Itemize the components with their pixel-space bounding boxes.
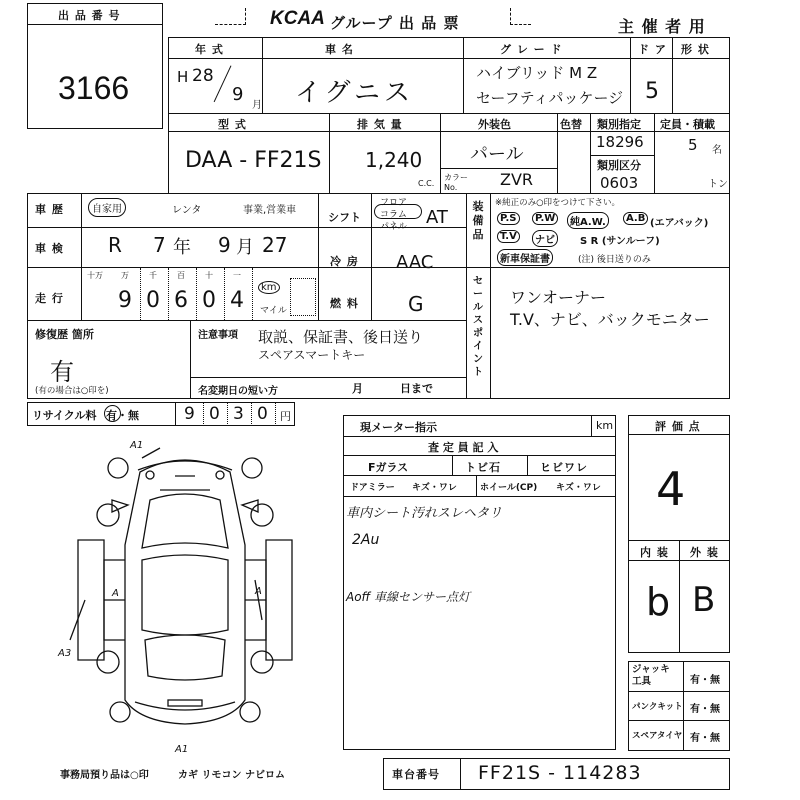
jack-label: ジャッキ 工具	[632, 664, 670, 687]
mileage-unit-km: km	[258, 281, 280, 294]
door-mirror-cond: キズ・ワレ	[412, 483, 457, 493]
damage-mark: A	[112, 588, 119, 599]
equipment-item: ナビ	[532, 230, 558, 247]
mileage-digit: 9	[118, 288, 132, 313]
fuel-label: 燃 料	[330, 297, 359, 310]
interior-label: 内 装	[640, 546, 669, 559]
inspection-year: 7	[153, 233, 166, 257]
repair-label: 修復歴 箇所	[35, 328, 94, 341]
month-value: 9	[232, 84, 244, 105]
divider	[628, 691, 730, 692]
repair-value: 有	[50, 358, 74, 386]
sales-point-label: セ ー ル ス ポ イ ン ト	[473, 276, 483, 378]
divider	[466, 267, 730, 268]
brand-suffix: グループ 出 品 票	[330, 14, 460, 32]
equipment-item: P.W	[532, 212, 558, 225]
usage-option-private: 自家用	[88, 198, 126, 217]
digit-divider	[140, 268, 141, 320]
model-name-label: 車 名	[325, 43, 354, 56]
class-designation-label: 類別指定	[597, 118, 641, 131]
mileage-unit-100k: 十万	[87, 271, 103, 280]
exterior-color: パール	[470, 144, 524, 165]
usage-label: 車 歴	[35, 203, 64, 216]
puncture-label: パンクキット	[632, 702, 683, 712]
year-era: H	[177, 68, 189, 86]
mileage-unit-10k: 万	[121, 271, 129, 280]
equipment-item: S R (サンルーフ)	[580, 236, 660, 247]
equipment-label: 装 備 品	[472, 200, 484, 241]
recycle-digit: 9	[184, 404, 195, 424]
divider	[527, 455, 528, 475]
equipment-item: P.S	[497, 212, 520, 225]
aircon-label: 冷 房	[330, 255, 359, 268]
wheel-label: ホイール(CP)	[480, 483, 538, 493]
corner-marks	[215, 8, 246, 25]
inspection-label: 車 検	[35, 242, 64, 255]
deadline-month-unit: 月	[352, 382, 364, 395]
recycle-unit: 円	[280, 410, 291, 423]
meter-label: 現メーター指示	[360, 421, 437, 434]
digit-divider	[203, 402, 204, 426]
class-designation: 18296	[596, 133, 644, 151]
divider	[343, 496, 616, 497]
divider	[452, 455, 453, 475]
divider	[672, 37, 673, 113]
equipment-item: A.B	[623, 212, 648, 225]
model-name: イグニス	[295, 78, 414, 108]
divider	[329, 113, 330, 194]
digit-divider	[196, 268, 197, 320]
divider	[466, 193, 467, 399]
chassis-label: 車台番号	[392, 768, 440, 781]
divider	[557, 113, 558, 194]
divider	[590, 155, 654, 156]
cc-unit: C.C.	[418, 179, 435, 188]
divider	[591, 415, 592, 436]
shift-option-floor: フロア	[380, 198, 408, 208]
deadline-label: 名変期日の短い方	[198, 386, 278, 397]
spare-value: 有・無	[690, 733, 720, 744]
equipment-item: T.V	[497, 230, 520, 243]
equipment-note: ※純正のみ○印をつけて下さい。	[495, 198, 621, 208]
class-div-label: 類別区分	[597, 159, 641, 172]
color-change-label: 色替	[560, 118, 582, 131]
usage-option-business: 事業,営業車	[243, 205, 297, 216]
divider	[628, 720, 730, 721]
capacity-unit: 名	[712, 145, 722, 156]
recycle-digit: 3	[233, 404, 244, 424]
divider	[318, 193, 319, 320]
divider	[168, 131, 730, 132]
sales-point-line2: T.V、ナビ、バックモニター	[510, 310, 710, 329]
color-no-label: カラー No.	[444, 173, 468, 192]
jack-value: 有・無	[690, 675, 720, 686]
score-value: 4	[656, 462, 686, 516]
divider	[490, 193, 491, 399]
month-unit: 月	[252, 100, 262, 111]
mileage-unit-1: 一	[233, 271, 241, 280]
usage-option-rental: レンタ	[172, 205, 202, 216]
aircon-value: AAC	[396, 252, 434, 273]
divider	[440, 113, 441, 194]
score-label: 評 価 点	[655, 420, 701, 433]
mileage-digit: 0	[202, 288, 216, 313]
shift-circle	[374, 204, 422, 219]
divider	[168, 58, 730, 59]
divider	[343, 455, 616, 456]
divider	[262, 37, 263, 113]
recycle-status-circle	[104, 405, 121, 422]
grade-label: グ レ ー ド	[500, 43, 563, 56]
divider	[190, 320, 191, 399]
damage-mark: A3	[58, 648, 72, 659]
fuel-value: G	[408, 292, 424, 316]
load-unit: トン	[708, 179, 728, 190]
year-value: 28	[192, 66, 214, 86]
meter-unit: km	[596, 419, 614, 432]
divider	[590, 113, 591, 194]
equipment-item: (エアバック)	[650, 218, 709, 229]
recycle-status: 有・無	[106, 409, 139, 422]
damage-mark: A1	[175, 744, 189, 755]
shift-value: AT	[426, 207, 448, 228]
f-glass-label: Fガラス	[368, 461, 409, 474]
repair-note: (有の場合は○印を)	[35, 386, 109, 396]
grade-line2: セーフティパッケージ	[476, 89, 624, 107]
inspection-era: R	[108, 233, 122, 257]
recycle-digit: 0	[257, 404, 268, 424]
sales-point-line1: ワンオーナー	[510, 288, 607, 307]
inspection-day: 27	[262, 233, 288, 257]
mileage-digit: 6	[174, 288, 188, 313]
wheel-cond: キズ・ワレ	[556, 483, 601, 493]
shape-label: 形 状	[681, 43, 710, 56]
divider	[654, 113, 655, 194]
keys-note: カギ リモコン ナビロム	[178, 770, 285, 781]
office-note: 事務局預り品は○印	[60, 770, 149, 781]
mileage-unit-10: 十	[205, 271, 213, 280]
class-div: 0603	[600, 174, 639, 192]
equipment-item: (注) 後日送りのみ	[578, 255, 651, 265]
divider	[628, 434, 730, 435]
divider	[460, 758, 461, 790]
displacement-value: 1,240	[365, 148, 423, 172]
type-label: 型 式	[218, 118, 247, 131]
equipment-item: 新車保証書	[497, 249, 553, 266]
digit-divider	[252, 268, 253, 320]
spare-label: スペアタイヤ	[632, 731, 683, 741]
divider	[476, 475, 477, 496]
damage-mark: A1	[130, 440, 144, 451]
notes-label: 注意事項	[198, 330, 238, 341]
puncture-value: 有・無	[690, 704, 720, 715]
inspection-year-unit: 年	[173, 237, 191, 258]
mileage-unit-100: 百	[177, 271, 185, 280]
divider	[190, 377, 466, 378]
mileage-label: 走 行	[35, 292, 64, 305]
mileage-extra-box	[290, 278, 316, 316]
doors-label: ド ア	[638, 43, 667, 56]
digit-divider	[224, 268, 225, 320]
recycle-label: リサイクル料	[32, 409, 97, 422]
appraiser-comment: 2Au	[352, 532, 380, 548]
appraiser-comment: Aoff 車線センサー点灯	[346, 590, 471, 604]
auction-number: 3166	[58, 70, 130, 106]
appraiser-comment: 車内シート汚れスレヘタリ	[346, 506, 503, 521]
year-label: 年 式	[195, 43, 224, 56]
divider	[27, 320, 466, 321]
capacity-label: 定員・積載	[660, 118, 715, 131]
divider	[463, 37, 464, 113]
divider	[683, 661, 684, 751]
divider	[440, 168, 557, 169]
shift-label: シフト	[328, 211, 361, 224]
mileage-unit-mile: マイル	[260, 306, 287, 316]
interior-value: b	[646, 580, 671, 624]
divider	[630, 37, 631, 113]
shift-option-column: コラム	[380, 210, 407, 220]
doors-value: 5	[645, 79, 659, 104]
mileage-digit: 0	[146, 288, 160, 313]
notes-line1: 取説、保証書、後日送り	[258, 328, 424, 346]
appraiser-label: 査 定 員 記 入	[428, 441, 499, 454]
type-value: DAA - FF21S	[185, 148, 322, 173]
divider	[168, 113, 730, 114]
divider	[679, 540, 680, 653]
exterior-value: B	[692, 580, 716, 620]
mileage-unit-1k: 千	[149, 271, 157, 280]
digit-divider	[275, 402, 276, 426]
digit-divider	[251, 402, 252, 426]
stone-label: トビ石	[465, 461, 501, 474]
color-no: ZVR	[500, 170, 534, 189]
shift-option-panel: パネル	[380, 222, 408, 232]
capacity: 5	[688, 136, 698, 154]
damage-mark: A	[255, 586, 262, 597]
inspection-month-unit: 月	[236, 237, 254, 258]
grade-line1: ハイブリッド M Z	[476, 64, 598, 82]
auction-number-label: 出 品 番 号	[58, 9, 121, 22]
divider	[175, 402, 176, 426]
exterior-color-label: 外装色	[478, 118, 511, 131]
deadline-day-unit: 日まで	[400, 382, 433, 395]
digit-divider	[168, 268, 169, 320]
recycle-digit: 0	[209, 404, 220, 424]
divider	[27, 24, 163, 25]
inspection-month: 9	[218, 233, 231, 257]
displacement-label: 排 気 量	[357, 118, 403, 131]
chassis-value: FF21S - 114283	[478, 762, 642, 784]
brand-logo: KCAA	[270, 8, 325, 29]
divider	[81, 193, 82, 320]
corner-marks-right	[510, 8, 531, 25]
divider	[343, 475, 616, 476]
crack-label: ヒビワレ	[540, 461, 588, 474]
notes-line2: スペアスマートキー	[258, 348, 366, 362]
divider	[371, 193, 372, 320]
digit-divider	[227, 402, 228, 426]
exterior-label: 外 装	[690, 546, 719, 559]
divider	[343, 436, 616, 437]
details-table	[27, 193, 730, 399]
mileage-digit: 4	[230, 288, 244, 313]
role-label: 主 催 者 用	[618, 17, 706, 36]
equipment-item: 純A.W.	[567, 212, 609, 229]
door-mirror-label: ドアミラー	[350, 483, 395, 493]
